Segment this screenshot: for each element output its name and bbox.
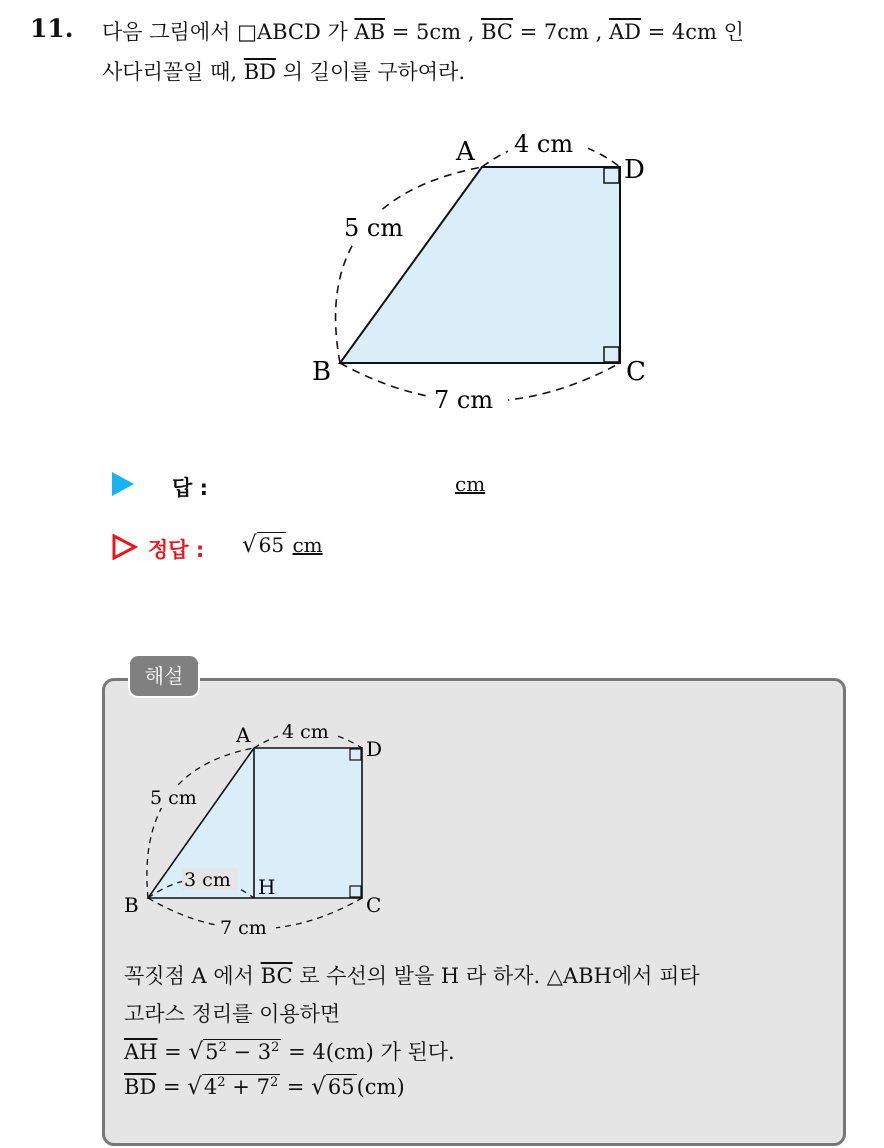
segment-ah: $\overline{AH}$ xyxy=(124,1040,158,1064)
segment-ab: $\overline{AB}$ xyxy=(354,20,386,44)
point-c: C xyxy=(626,357,646,387)
base: 5 xyxy=(205,1040,219,1064)
point-a: A xyxy=(456,137,475,167)
point-h: H xyxy=(258,875,276,899)
label-ab: 5 cm xyxy=(150,787,197,809)
point-b: B xyxy=(312,357,332,387)
text: 사다리꼴일 때, xyxy=(102,60,244,84)
exponent: 2 xyxy=(218,1040,227,1055)
equals: = xyxy=(164,1040,182,1064)
solution-line-1 xyxy=(124,960,700,990)
segment-ad: $\overline{AD}$ xyxy=(608,20,641,44)
result: = 4(cm) 가 된다. xyxy=(288,1040,455,1064)
exponent: 2 xyxy=(217,1075,226,1090)
text: 의 길이를 구하여라. xyxy=(276,60,466,84)
text: = 4cm 인 xyxy=(640,20,744,44)
exponent: 2 xyxy=(269,1075,279,1090)
base: 3 xyxy=(257,1040,272,1064)
point-d: D xyxy=(366,737,383,761)
radical-icon: √ xyxy=(188,1039,204,1065)
segment-bc: $\overline{BC}$ xyxy=(481,20,513,44)
correct-marker-icon xyxy=(112,534,138,560)
correct-radicand: 65 xyxy=(258,533,285,557)
label-bc: 7 cm xyxy=(220,917,267,939)
equals: = xyxy=(162,1075,181,1099)
radicand xyxy=(203,1039,281,1064)
operator: − xyxy=(233,1040,252,1064)
solution-line-2: 고라스 정리를 이용하면 xyxy=(124,1002,341,1026)
radicand xyxy=(202,1074,280,1099)
text: 다음 그림에서 □ABCD 가 xyxy=(102,20,355,44)
correct-value xyxy=(242,532,323,558)
label-ab: 5 cm xyxy=(344,214,404,242)
answer-marker-icon xyxy=(112,472,134,496)
trapezoid-shape xyxy=(340,167,620,363)
answer-unit: cm xyxy=(455,472,486,496)
radical-icon: √ xyxy=(242,532,257,558)
operator: + xyxy=(232,1075,250,1099)
correct-label: 정답 : xyxy=(148,538,205,562)
point-b: B xyxy=(124,893,139,917)
solution-line-3 xyxy=(124,1036,455,1066)
label-ad: 4 cm xyxy=(282,721,329,743)
correct-unit: cm xyxy=(292,533,323,557)
segment-bc: $\overline{BC}$ xyxy=(260,964,293,988)
text: 로 수선의 발을 H 라 하자. △ABH에서 피타 xyxy=(292,964,700,988)
base: 7 xyxy=(256,1075,270,1099)
solution-line-4 xyxy=(124,1074,405,1100)
solution-tag: 해설 xyxy=(128,654,200,698)
radicand: 65 xyxy=(327,1075,355,1099)
text: = 5cm , xyxy=(385,20,482,44)
point-d: D xyxy=(624,155,645,185)
base: 4 xyxy=(203,1075,218,1099)
radical-icon: √ xyxy=(187,1074,202,1100)
segment-bd: $\overline{BD}$ xyxy=(124,1075,157,1099)
point-a: A xyxy=(236,723,251,747)
label-bh: 3 cm xyxy=(184,869,231,891)
label-ad: 4 cm xyxy=(514,130,574,158)
problem-number: 11. xyxy=(30,14,74,43)
segment-bd: $\overline{BD}$ xyxy=(243,60,277,84)
radical-icon: √ xyxy=(311,1074,326,1100)
trapezoid-figure xyxy=(0,0,884,460)
result: (cm) xyxy=(356,1075,405,1099)
answer-label: 답 : xyxy=(172,476,208,500)
label-bc: 7 cm xyxy=(434,386,494,414)
point-c: C xyxy=(366,893,382,917)
text: 꼭짓점 A 에서 xyxy=(124,964,261,988)
text: = 7cm , xyxy=(512,20,609,44)
exponent: 2 xyxy=(271,1040,280,1055)
solution-trapezoid xyxy=(148,748,362,898)
equals: = xyxy=(286,1075,305,1099)
solution-figure xyxy=(102,700,422,950)
